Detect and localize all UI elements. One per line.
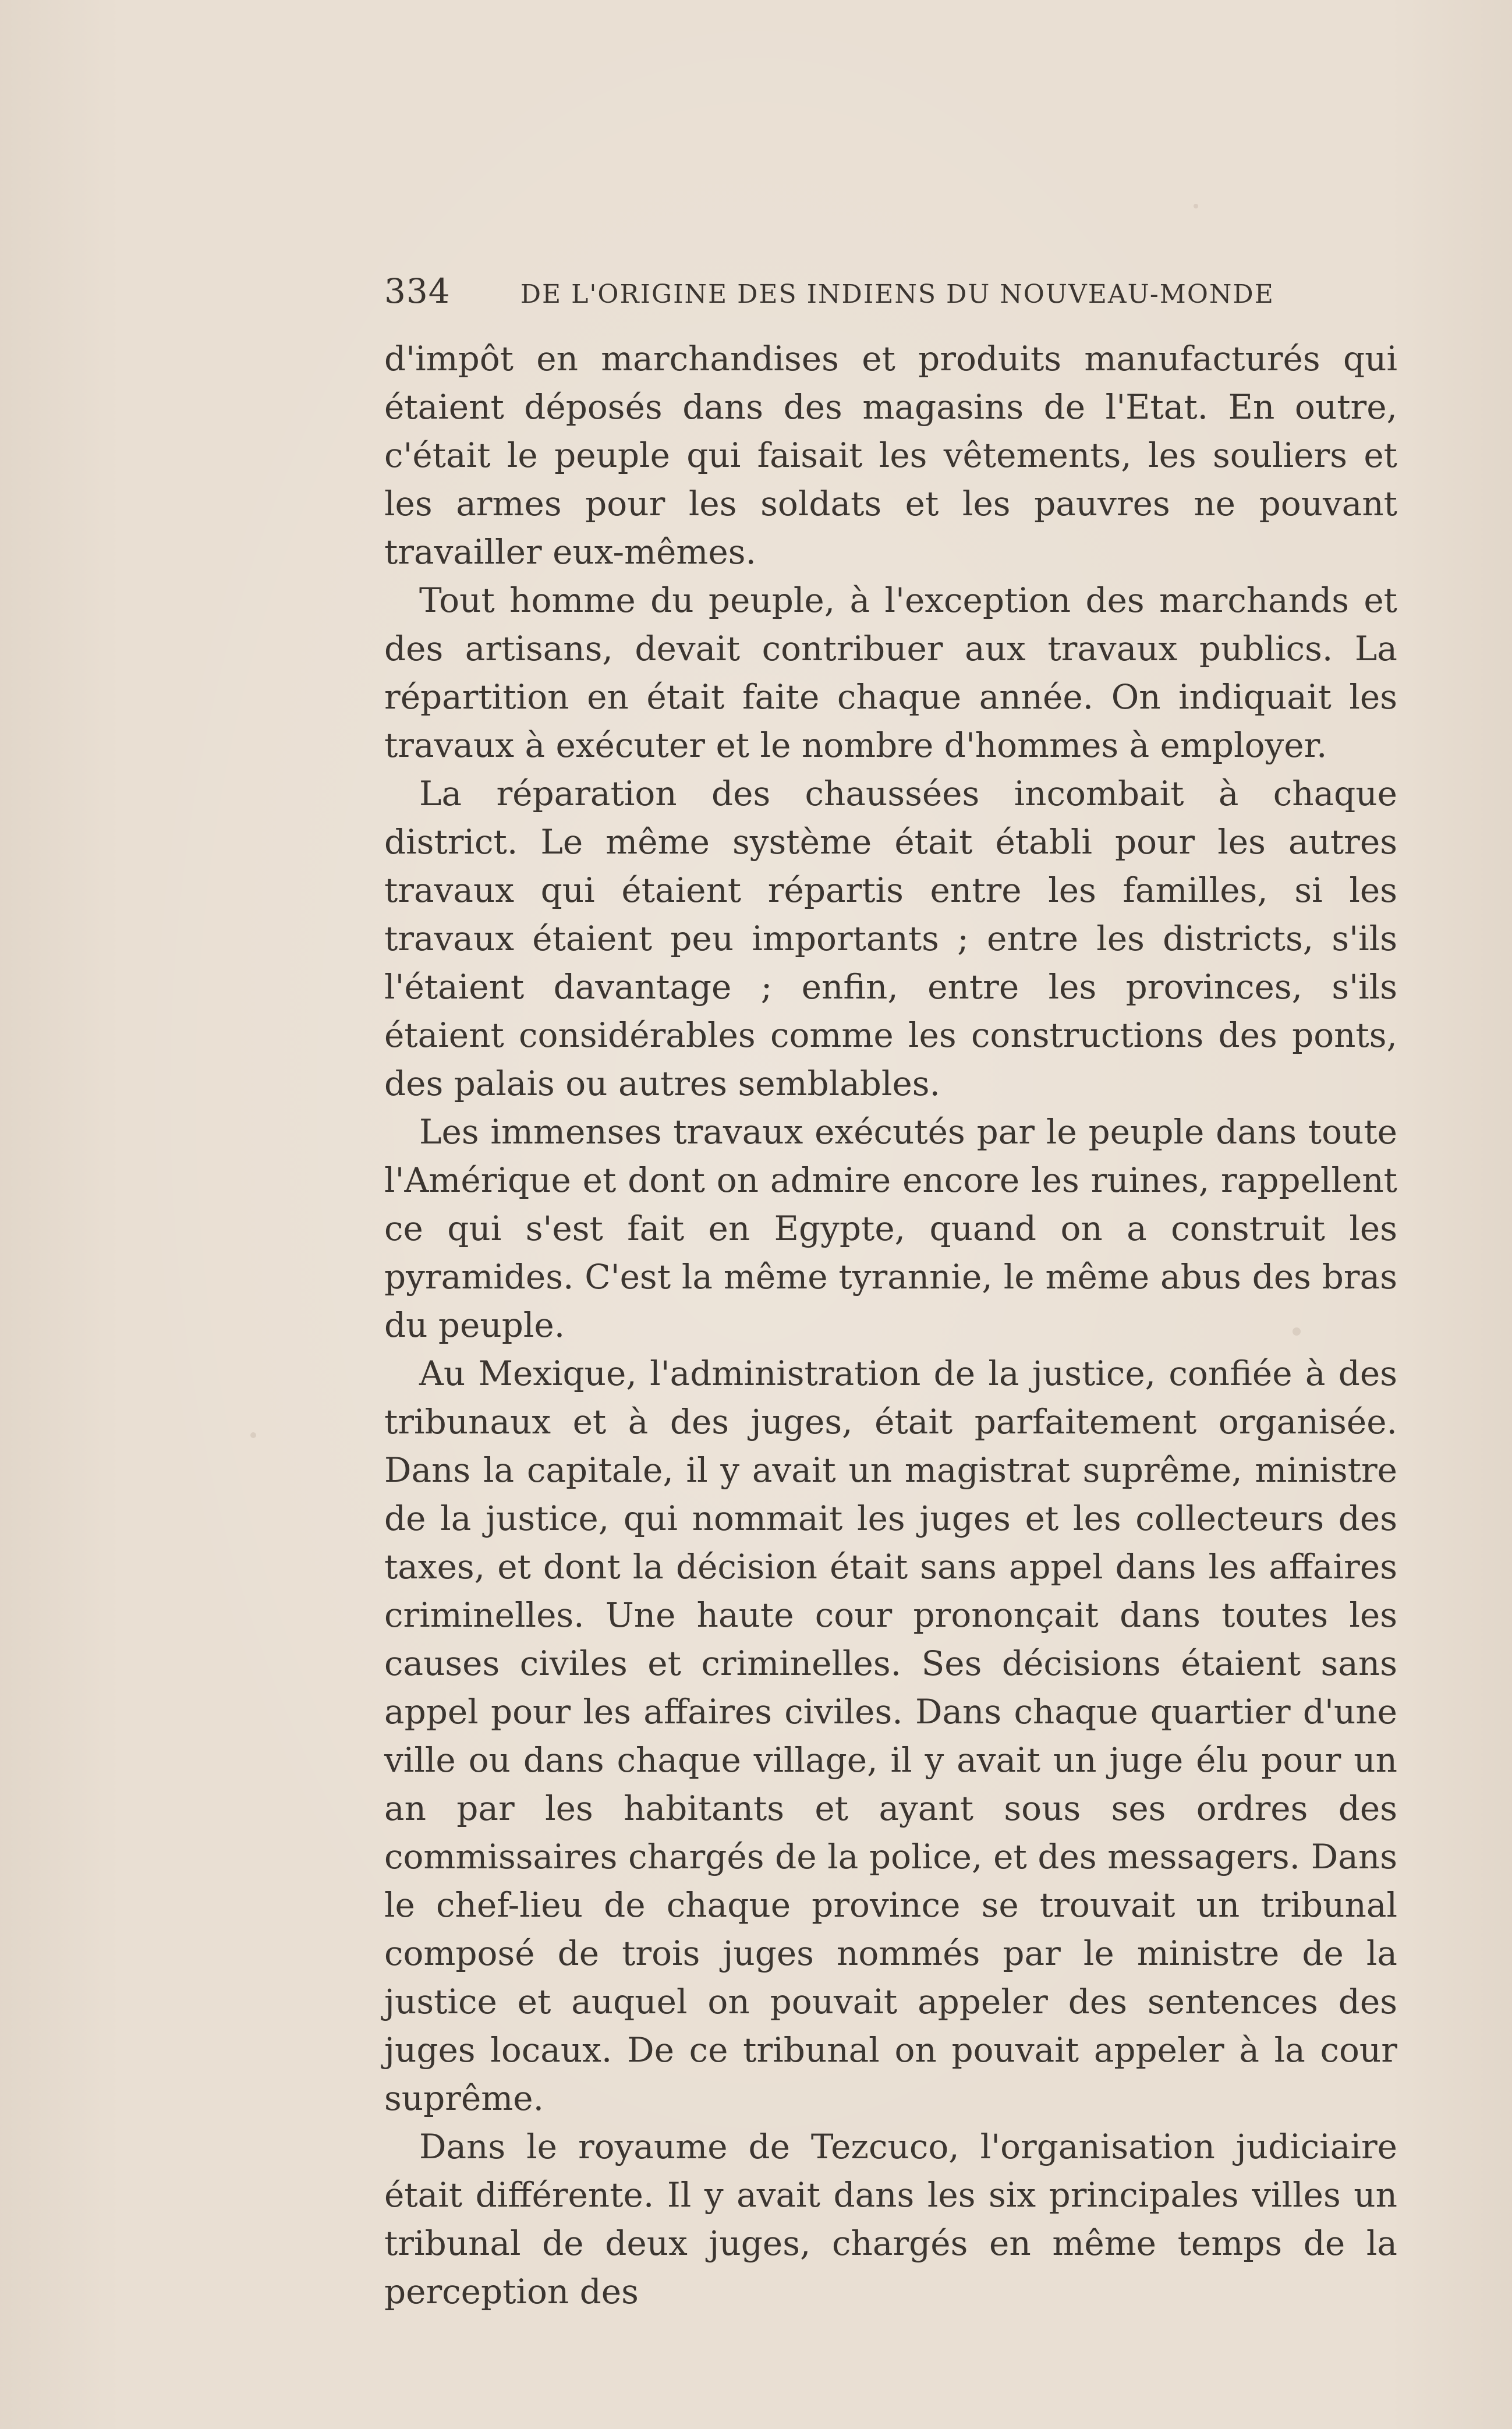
paragraph: Dans le royaume de Tezcuco, l'organisation judiciaire était différente. Il y avait dans les six principales villes un tribunal de deux juges, chargés en même temps de la perception des	[384, 2127, 1397, 2311]
paper-stain	[1194, 204, 1198, 208]
paper-stain	[250, 1432, 256, 1438]
paragraph: d'impôt en marchandises et produits manufacturés qui étaient déposés dans des magasins de l'Etat. En outre, c'était le peuple qui faisait les vêtements, les souliers et les armes pour les soldats et les pauvres ne pouvant travailler eux-mêmes.	[384, 339, 1397, 572]
page-number: 334	[384, 271, 451, 311]
body-text	[384, 335, 1397, 2316]
paragraph: Les immenses travaux exécutés par le peuple dans toute l'Amérique et dont on admire encore les ruines, rappellent ce qui s'est fait en Egypte, quand on a construit les pyramides. C'est la même tyrannie, le même abus des bras du peuple.	[384, 1112, 1397, 1345]
page-header	[384, 271, 1397, 312]
paragraph: Tout homme du peuple, à l'exception des marchands et des artisans, devait contribuer aux travaux publics. La répartition en était faite chaque année. On indiquait les travaux à exécuter et le nombre d'hommes à employer.	[384, 580, 1397, 765]
running-title: DE L'ORIGINE DES INDIENS DU NOUVEAU-MONDE	[520, 279, 1274, 309]
paragraph: Au Mexique, l'administration de la justice, confiée à des tribunaux et à des juges, était parfaitement organisée. Dans la capitale, il y avait un magistrat suprême, ministre de la justice, qui nommait les juges et les collecteurs des taxes, et dont la décision était sans appel dans les affaires criminelles. Une haute cour prononçait dans toutes les causes civiles et criminelles. Ses décisions étaient sans appel pour les affaires civiles. Dans chaque quartier d'une ville ou dans chaque village, il y avait un juge élu pour un an par les habitants et ayant sous ses ordres des commissaires chargés de la police, et des messagers. Dans le chef-lieu de chaque province se trouvait un tribunal composé de trois juges nommés par le ministre de la justice et auquel on pouvait appeler des sentences des juges locaux. De ce tribunal on pouvait appeler à la cour suprême.	[384, 1354, 1397, 2118]
paragraph: La réparation des chaussées incombait à chaque district. Le même système était établi pour les autres travaux qui étaient répartis entre les familles, si les travaux étaient peu importants ; entre les districts, s'ils l'étaient davantage ; enfin, entre les provinces, s'ils étaient considérables comme les constructions des ponts, des palais ou autres semblables.	[384, 774, 1397, 1103]
